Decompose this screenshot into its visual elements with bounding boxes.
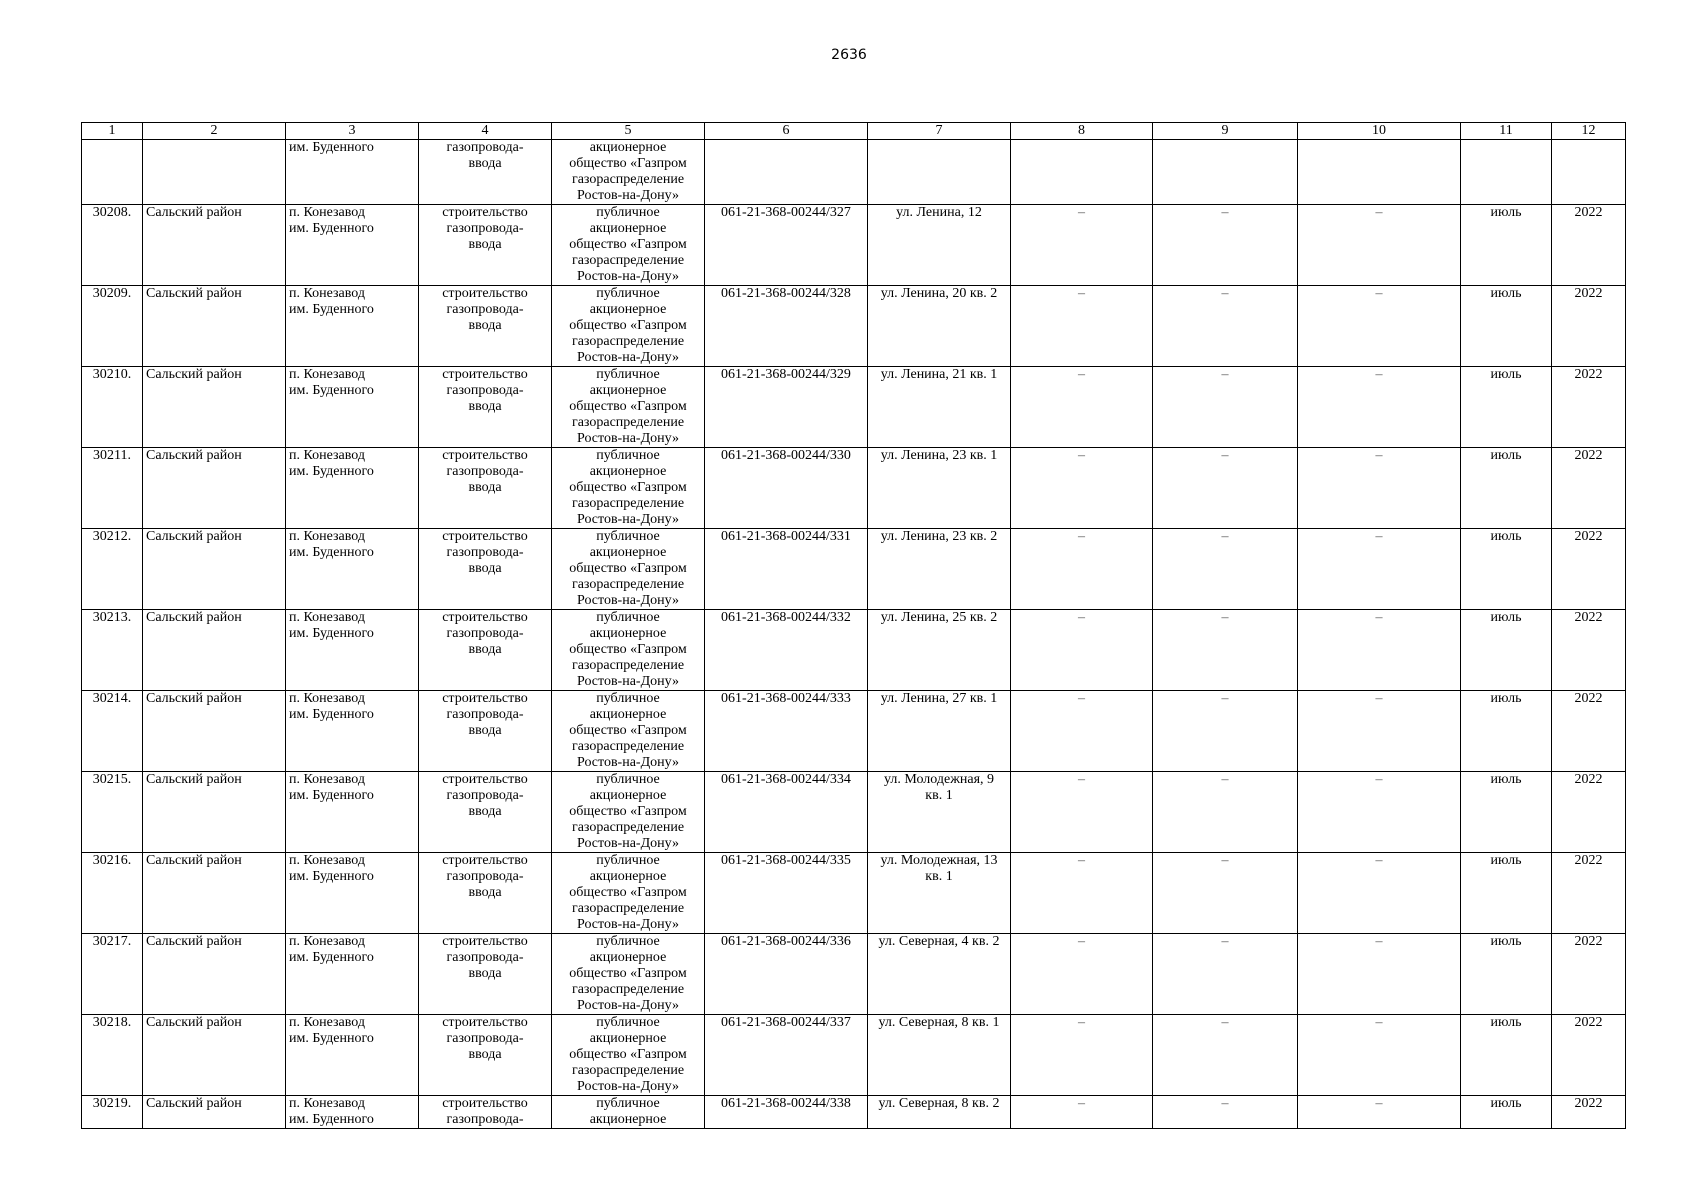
table-cell-code: 061-21-368-00244/334 xyxy=(705,772,868,853)
table-cell-month: июль xyxy=(1461,934,1552,1015)
table-cell-c9: – xyxy=(1153,448,1298,529)
table-row xyxy=(82,934,1626,1015)
table-cell-address: ул. Северная, 8 кв. 1 xyxy=(868,1015,1011,1096)
header-row xyxy=(82,123,1626,140)
table-cell-work: строительство газопровода- ввода xyxy=(419,853,552,934)
table-cell xyxy=(82,140,143,205)
table-cell-address: ул. Северная, 8 кв. 2 xyxy=(868,1096,1011,1129)
table-row xyxy=(82,1015,1626,1096)
table-cell-year: 2022 xyxy=(1552,286,1626,367)
table-cell-work: строительство газопровода- ввода xyxy=(419,205,552,286)
table-cell xyxy=(1153,140,1298,205)
table-cell xyxy=(1011,140,1153,205)
table-cell-num: 30210. xyxy=(82,367,143,448)
table-cell-c9: – xyxy=(1153,286,1298,367)
table-cell-work: строительство газопровода- ввода xyxy=(419,529,552,610)
column-header: 4 xyxy=(419,123,552,140)
table-cell-c10: – xyxy=(1298,286,1461,367)
column-header: 3 xyxy=(286,123,419,140)
page-number: 2636 xyxy=(831,47,867,63)
table-cell-district: Сальский район xyxy=(143,367,286,448)
column-header: 6 xyxy=(705,123,868,140)
table-row xyxy=(82,853,1626,934)
table-cell-address: ул. Северная, 4 кв. 2 xyxy=(868,934,1011,1015)
table-cell-year: 2022 xyxy=(1552,1015,1626,1096)
table-cell-c10: – xyxy=(1298,691,1461,772)
table-cell xyxy=(1461,140,1552,205)
table-cell-code: 061-21-368-00244/332 xyxy=(705,610,868,691)
table-cell-locality: п. Конезавод им. Буденного xyxy=(286,691,419,772)
table-cell-c9: – xyxy=(1153,853,1298,934)
table-cell-c8: – xyxy=(1011,529,1153,610)
table-cell: акционерное общество «Газпром газораспределение Ростов-на-Дону» xyxy=(552,140,705,205)
table-cell-c8: – xyxy=(1011,934,1153,1015)
table-cell-month: июль xyxy=(1461,772,1552,853)
table-cell-locality: п. Конезавод им. Буденного xyxy=(286,367,419,448)
table-cell-address: ул. Молодежная, 13 кв. 1 xyxy=(868,853,1011,934)
table-cell-num: 30208. xyxy=(82,205,143,286)
table-cell-year: 2022 xyxy=(1552,205,1626,286)
table-cell-org: публичное акционерное общество «Газпром газораспределение Ростов-на-Дону» xyxy=(552,1015,705,1096)
column-header: 1 xyxy=(82,123,143,140)
table-cell-year: 2022 xyxy=(1552,448,1626,529)
table-cell-locality: п. Конезавод им. Буденного xyxy=(286,934,419,1015)
table-cell-address: ул. Ленина, 20 кв. 2 xyxy=(868,286,1011,367)
table-cell-district: Сальский район xyxy=(143,772,286,853)
table-cell-num: 30218. xyxy=(82,1015,143,1096)
table-cell-c9: – xyxy=(1153,1096,1298,1129)
table-cell-month: июль xyxy=(1461,367,1552,448)
table-cell-work: строительство газопровода- xyxy=(419,1096,552,1129)
table-cell-work: строительство газопровода- ввода xyxy=(419,1015,552,1096)
table-cell-work: строительство газопровода- ввода xyxy=(419,367,552,448)
table-row xyxy=(82,367,1626,448)
table-cell-org: публичное акционерное общество «Газпром газораспределение Ростов-на-Дону» xyxy=(552,367,705,448)
table-cell-district: Сальский район xyxy=(143,1015,286,1096)
table-cell-org: публичное акционерное xyxy=(552,1096,705,1129)
table-cell-year: 2022 xyxy=(1552,367,1626,448)
table-cell-locality: п. Конезавод им. Буденного xyxy=(286,610,419,691)
table-cell-org: публичное акционерное общество «Газпром газораспределение Ростов-на-Дону» xyxy=(552,529,705,610)
table-cell-c9: – xyxy=(1153,691,1298,772)
table-cell-code: 061-21-368-00244/338 xyxy=(705,1096,868,1129)
column-header: 2 xyxy=(143,123,286,140)
table-cell-district: Сальский район xyxy=(143,610,286,691)
column-header: 12 xyxy=(1552,123,1626,140)
table-row xyxy=(82,286,1626,367)
table-cell-locality: п. Конезавод им. Буденного xyxy=(286,529,419,610)
table-cell-num: 30219. xyxy=(82,1096,143,1129)
table-cell xyxy=(143,140,286,205)
table-cell-locality: п. Конезавод им. Буденного xyxy=(286,1015,419,1096)
table-cell-c8: – xyxy=(1011,1096,1153,1129)
table-cell-district: Сальский район xyxy=(143,205,286,286)
table-cell-work: строительство газопровода- ввода xyxy=(419,772,552,853)
table-cell-month: июль xyxy=(1461,448,1552,529)
table-cell-org: публичное акционерное общество «Газпром газораспределение Ростов-на-Дону» xyxy=(552,853,705,934)
table-cell: им. Буденного xyxy=(286,140,419,205)
table-cell-c9: – xyxy=(1153,772,1298,853)
table-cell-district: Сальский район xyxy=(143,448,286,529)
table-cell-org: публичное акционерное общество «Газпром газораспределение Ростов-на-Дону» xyxy=(552,772,705,853)
table-cell-address: ул. Молодежная, 9 кв. 1 xyxy=(868,772,1011,853)
table-cell-c8: – xyxy=(1011,610,1153,691)
table-cell-address: ул. Ленина, 23 кв. 1 xyxy=(868,448,1011,529)
table-cell-month: июль xyxy=(1461,1096,1552,1129)
table-cell-c10: – xyxy=(1298,367,1461,448)
table-cell-district: Сальский район xyxy=(143,853,286,934)
table-row xyxy=(82,205,1626,286)
table-cell-c10: – xyxy=(1298,853,1461,934)
table-cell-district: Сальский район xyxy=(143,529,286,610)
table-cell-c8: – xyxy=(1011,448,1153,529)
table-cell-locality: п. Конезавод им. Буденного xyxy=(286,448,419,529)
table-cell-c9: – xyxy=(1153,610,1298,691)
table-cell-org: публичное акционерное общество «Газпром газораспределение Ростов-на-Дону» xyxy=(552,286,705,367)
table-cell-work: строительство газопровода- ввода xyxy=(419,286,552,367)
table-cell-month: июль xyxy=(1461,529,1552,610)
table-cell-code: 061-21-368-00244/330 xyxy=(705,448,868,529)
table-cell-address: ул. Ленина, 25 кв. 2 xyxy=(868,610,1011,691)
table-cell-year: 2022 xyxy=(1552,853,1626,934)
table-cell-locality: п. Конезавод им. Буденного xyxy=(286,286,419,367)
table-cell-num: 30209. xyxy=(82,286,143,367)
table-cell-num: 30212. xyxy=(82,529,143,610)
table-cell-work: строительство газопровода- ввода xyxy=(419,448,552,529)
table-cell-year: 2022 xyxy=(1552,529,1626,610)
table-cell-work: строительство газопровода- ввода xyxy=(419,691,552,772)
table-row xyxy=(82,691,1626,772)
registry-table xyxy=(81,122,1626,1129)
table-cell-c8: – xyxy=(1011,691,1153,772)
table-cell xyxy=(868,140,1011,205)
table-cell-org: публичное акционерное общество «Газпром газораспределение Ростов-на-Дону» xyxy=(552,610,705,691)
column-header: 11 xyxy=(1461,123,1552,140)
table-cell-c10: – xyxy=(1298,1015,1461,1096)
table-cell-code: 061-21-368-00244/331 xyxy=(705,529,868,610)
table-cell-district: Сальский район xyxy=(143,691,286,772)
table-cell-org: публичное акционерное общество «Газпром газораспределение Ростов-на-Дону» xyxy=(552,448,705,529)
table-cell-org: публичное акционерное общество «Газпром газораспределение Ростов-на-Дону» xyxy=(552,691,705,772)
table-cell xyxy=(705,140,868,205)
table-cell-work: строительство газопровода- ввода xyxy=(419,610,552,691)
table-cell-code: 061-21-368-00244/335 xyxy=(705,853,868,934)
table-cell-month: июль xyxy=(1461,610,1552,691)
column-header: 9 xyxy=(1153,123,1298,140)
table-cell-c8: – xyxy=(1011,286,1153,367)
column-header: 10 xyxy=(1298,123,1461,140)
table-cell-c9: – xyxy=(1153,934,1298,1015)
table-cell-c9: – xyxy=(1153,205,1298,286)
table-cell-month: июль xyxy=(1461,286,1552,367)
table-cell-c10: – xyxy=(1298,529,1461,610)
table-cell-c10: – xyxy=(1298,448,1461,529)
table-cell-code: 061-21-368-00244/329 xyxy=(705,367,868,448)
table-cell-district: Сальский район xyxy=(143,934,286,1015)
table-cell-c8: – xyxy=(1011,772,1153,853)
table-cell-work: строительство газопровода- ввода xyxy=(419,934,552,1015)
table-cell-c9: – xyxy=(1153,1015,1298,1096)
table-cell-c10: – xyxy=(1298,205,1461,286)
table-row xyxy=(82,448,1626,529)
table-cell-district: Сальский район xyxy=(143,1096,286,1129)
table-cell-locality: п. Конезавод им. Буденного xyxy=(286,772,419,853)
table-cell-address: ул. Ленина, 23 кв. 2 xyxy=(868,529,1011,610)
table-cell: газопровода- ввода xyxy=(419,140,552,205)
table-row xyxy=(82,1096,1626,1129)
table-cell-locality: п. Конезавод им. Буденного xyxy=(286,205,419,286)
table-cell-num: 30213. xyxy=(82,610,143,691)
table-cell-c10: – xyxy=(1298,1096,1461,1129)
table-cell-c8: – xyxy=(1011,367,1153,448)
table-cell-code: 061-21-368-00244/337 xyxy=(705,1015,868,1096)
continuation-row xyxy=(82,140,1626,205)
table-cell-c10: – xyxy=(1298,934,1461,1015)
table-cell-month: июль xyxy=(1461,853,1552,934)
table-cell-num: 30215. xyxy=(82,772,143,853)
table-cell-num: 30217. xyxy=(82,934,143,1015)
table-cell-locality: п. Конезавод им. Буденного xyxy=(286,1096,419,1129)
table-cell-c10: – xyxy=(1298,772,1461,853)
table-cell-year: 2022 xyxy=(1552,1096,1626,1129)
table-cell-num: 30214. xyxy=(82,691,143,772)
table-cell-code: 061-21-368-00244/327 xyxy=(705,205,868,286)
table-cell-locality: п. Конезавод им. Буденного xyxy=(286,853,419,934)
table-cell-year: 2022 xyxy=(1552,772,1626,853)
column-header: 5 xyxy=(552,123,705,140)
table-cell-year: 2022 xyxy=(1552,934,1626,1015)
table-cell-address: ул. Ленина, 12 xyxy=(868,205,1011,286)
table-cell-year: 2022 xyxy=(1552,610,1626,691)
table-cell-org: публичное акционерное общество «Газпром газораспределение Ростов-на-Дону» xyxy=(552,934,705,1015)
table-cell-c9: – xyxy=(1153,529,1298,610)
table-row xyxy=(82,529,1626,610)
table-row xyxy=(82,772,1626,853)
table-cell-code: 061-21-368-00244/336 xyxy=(705,934,868,1015)
table-cell-c8: – xyxy=(1011,205,1153,286)
table-cell-month: июль xyxy=(1461,691,1552,772)
table-cell-address: ул. Ленина, 21 кв. 1 xyxy=(868,367,1011,448)
table-cell-code: 061-21-368-00244/328 xyxy=(705,286,868,367)
table-cell-year: 2022 xyxy=(1552,691,1626,772)
column-header: 7 xyxy=(868,123,1011,140)
table-cell-district: Сальский район xyxy=(143,286,286,367)
table-cell-c8: – xyxy=(1011,1015,1153,1096)
table-cell xyxy=(1552,140,1626,205)
table-cell-c9: – xyxy=(1153,367,1298,448)
column-header: 8 xyxy=(1011,123,1153,140)
table-cell xyxy=(1298,140,1461,205)
table-cell-address: ул. Ленина, 27 кв. 1 xyxy=(868,691,1011,772)
table-cell-c10: – xyxy=(1298,610,1461,691)
table-cell-num: 30211. xyxy=(82,448,143,529)
table-cell-code: 061-21-368-00244/333 xyxy=(705,691,868,772)
table-cell-num: 30216. xyxy=(82,853,143,934)
table-row xyxy=(82,610,1626,691)
table-cell-month: июль xyxy=(1461,1015,1552,1096)
table-cell-c8: – xyxy=(1011,853,1153,934)
table-cell-month: июль xyxy=(1461,205,1552,286)
table-cell-org: публичное акционерное общество «Газпром газораспределение Ростов-на-Дону» xyxy=(552,205,705,286)
